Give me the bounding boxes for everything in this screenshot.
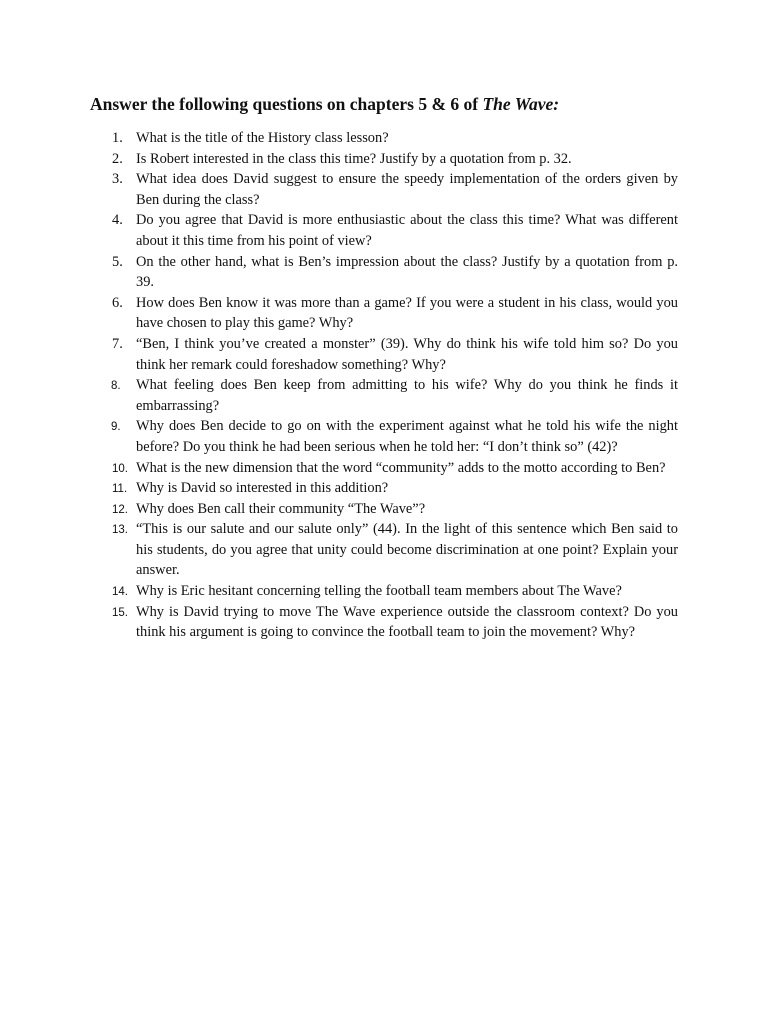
question-number: 12. xyxy=(112,503,128,516)
question-number: 1. xyxy=(112,130,123,146)
question-text: What is the new dimension that the word “community” adds to the motto according to Ben? xyxy=(136,459,666,476)
question-item xyxy=(98,478,678,499)
question-item xyxy=(98,458,678,479)
question-text: On the other hand, what is Ben’s impression about the class? Justify by a quotation from p. 39. xyxy=(136,253,678,291)
question-item xyxy=(98,149,678,170)
question-number: 4. xyxy=(112,212,123,229)
question-text: What is the title of the History class lesson? xyxy=(136,130,389,146)
question-item xyxy=(98,252,678,293)
question-list xyxy=(98,128,678,643)
book-title: The Wave: xyxy=(482,94,560,114)
question-text: Why is David trying to move The Wave experience outside the classroom context? Do you think his argument is going to convince the football team to join the movement? Why? xyxy=(136,603,678,641)
question-text: Why is David so interested in this addition? xyxy=(136,480,389,497)
question-number: 3. xyxy=(112,171,123,188)
question-item xyxy=(98,169,678,210)
question-item xyxy=(98,581,678,602)
heading-text: Answer the following questions on chapters 5 & 6 of xyxy=(90,94,483,114)
question-number: 6. xyxy=(112,294,123,311)
question-number: 14. xyxy=(112,586,128,599)
question-text: “This is our salute and our salute only” (44). In the light of this sentence which Ben said to his students, do you agree that unity could become discrimination at one point? Explain your answer. xyxy=(136,521,678,579)
question-number: 2. xyxy=(112,150,123,167)
question-text: Is Robert interested in the class this time? Justify by a quotation from p. 32. xyxy=(136,150,572,167)
question-item xyxy=(98,519,678,581)
question-number: 8. xyxy=(111,380,121,393)
question-text: “Ben, I think you’ve created a monster” (39). Why do think his wife told him so? Do you think her remark could foreshadow something? Why? xyxy=(136,335,678,373)
question-item xyxy=(98,334,678,375)
question-item xyxy=(98,602,678,643)
question-text: Why is Eric hesitant concerning telling the football team members about The Wave? xyxy=(136,583,622,600)
question-item xyxy=(98,293,678,334)
question-item xyxy=(98,210,678,251)
question-number: 7. xyxy=(112,335,123,352)
question-number: 15. xyxy=(112,606,128,619)
question-text: What idea does David suggest to ensure the speedy implementation of the orders given by Ben during the class? xyxy=(136,171,678,208)
question-item xyxy=(98,375,678,416)
page-heading xyxy=(90,93,690,115)
question-item xyxy=(98,499,678,520)
question-text: Why does Ben call their community “The Wave”? xyxy=(136,500,426,517)
question-item xyxy=(98,128,678,149)
question-number: 10. xyxy=(112,462,128,475)
question-number: 11. xyxy=(112,483,128,496)
question-number: 13. xyxy=(112,524,128,537)
question-number: 5. xyxy=(112,253,123,270)
question-text: Why does Ben decide to go on with the experiment against what he told his wife the night before? Do you think he had been serious when he told her: “I don’t think so” (42)? xyxy=(136,418,678,455)
question-text: What feeling does Ben keep from admitting to his wife? Why do you think he finds it embarrassing? xyxy=(136,377,678,414)
question-number: 9. xyxy=(111,421,121,434)
question-item xyxy=(98,416,678,457)
question-text: Do you agree that David is more enthusiastic about the class this time? What was different about it this time from his point of view? xyxy=(136,212,678,249)
question-text: How does Ben know it was more than a game? If you were a student in his class, would you have chosen to play this game? Why? xyxy=(136,294,678,332)
